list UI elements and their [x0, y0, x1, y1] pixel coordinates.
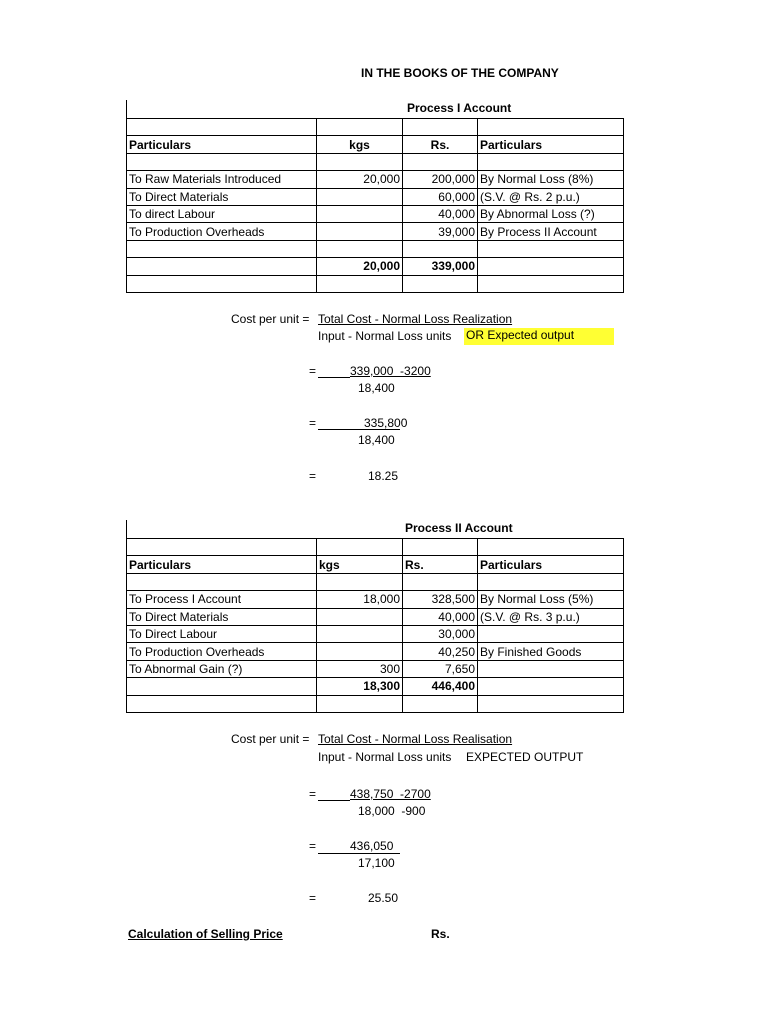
header-particulars: Particulars [127, 556, 317, 573]
rs-value: 39,000 [403, 223, 478, 240]
cost-per-unit-result: 18.25 [368, 469, 399, 483]
total-rs: 446,400 [403, 678, 478, 695]
table-row [127, 573, 624, 590]
debit-item: To Process I Account [127, 591, 317, 608]
process2-title: Process II Account [405, 521, 513, 535]
table-row [127, 205, 624, 222]
step2-denominator: 17,100 [358, 856, 395, 870]
table-row [127, 608, 624, 625]
credit-item: (S.V. @ Rs. 3 p.u.) [478, 608, 624, 625]
equals-sign: = [309, 839, 317, 853]
step1-denominator: 18,000 -900 [358, 804, 426, 818]
rs-value: 328,500 [403, 591, 478, 608]
table-row [127, 240, 624, 257]
formula-numerator: Total Cost - Normal Loss Realization [318, 312, 513, 326]
table-row [127, 539, 624, 556]
fraction-bar [318, 377, 350, 378]
rs-value: 40,000 [403, 608, 478, 625]
debit-item: To Direct Materials [127, 608, 317, 625]
credit-item [478, 660, 624, 677]
kgs-value [317, 188, 403, 205]
header-rs: Rs. [403, 556, 478, 573]
credit-item: By Abnormal Loss (?) [478, 205, 624, 222]
rs-value: 7,650 [403, 660, 478, 677]
header-particulars: Particulars [127, 136, 317, 153]
debit-item: To Abnormal Gain (?) [127, 660, 317, 677]
total-rs: 339,000 [403, 258, 478, 275]
step1-denominator: 18,400 [358, 381, 395, 395]
kgs-value [317, 608, 403, 625]
credit-item: By Process II Account [478, 223, 624, 240]
equals-sign: = [309, 787, 317, 801]
equals-sign: = [309, 891, 317, 905]
rs-value: 60,000 [403, 188, 478, 205]
table-row [127, 660, 624, 677]
total-credit [478, 678, 624, 695]
selling-price-heading: Calculation of Selling Price [128, 927, 283, 941]
step2-numerator: 436,050 [350, 839, 394, 853]
cost-per-unit-label: Cost per unit = [231, 732, 310, 746]
kgs-value: 300 [317, 660, 403, 677]
credit-item [478, 625, 624, 642]
kgs-value: 18,000 [317, 591, 403, 608]
kgs-value [317, 223, 403, 240]
header-particulars-credit: Particulars [478, 136, 624, 153]
table-row [127, 153, 624, 170]
fraction-bar [318, 800, 350, 801]
expected-output-highlight: OR Expected output [464, 328, 614, 345]
process2-table [126, 538, 624, 713]
credit-item: By Normal Loss (8%) [478, 171, 624, 188]
table-row [127, 591, 624, 608]
cost-per-unit-label: Cost per unit = [231, 312, 310, 326]
process1-title: Process I Account [407, 101, 512, 115]
debit-item: To direct Labour [127, 205, 317, 222]
equals-sign: = [309, 416, 317, 430]
header-kgs: kgs [317, 136, 403, 153]
equals-sign: = [309, 469, 317, 483]
table-row [127, 695, 624, 712]
formula-denominator: Input - Normal Loss units [318, 750, 452, 764]
fraction-bar [318, 853, 400, 854]
table-header-row [127, 556, 624, 573]
credit-item: By Finished Goods [478, 643, 624, 660]
total-label [127, 678, 317, 695]
total-credit [478, 258, 624, 275]
formula-numerator: Total Cost - Normal Loss Realisation [318, 732, 513, 746]
kgs-value: 20,000 [317, 171, 403, 188]
table-row [127, 643, 624, 660]
kgs-value [317, 205, 403, 222]
debit-item: To Raw Materials Introduced [127, 171, 317, 188]
step2-numerator: 335,800 [364, 416, 408, 430]
total-row [127, 678, 624, 695]
process1-table [126, 118, 624, 293]
step2-denominator: 18,400 [358, 433, 395, 447]
header-kgs: kgs [317, 556, 403, 573]
expected-output-label: EXPECTED OUTPUT [466, 750, 584, 764]
table-row [127, 119, 624, 136]
rs-value: 200,000 [403, 171, 478, 188]
table-left-rule [126, 520, 127, 538]
rs-value: 40,250 [403, 643, 478, 660]
rs-value: 40,000 [403, 205, 478, 222]
table-left-rule [126, 100, 127, 118]
equals-sign: = [309, 364, 317, 378]
total-kgs: 20,000 [317, 258, 403, 275]
table-row [127, 171, 624, 188]
kgs-value [317, 643, 403, 660]
table-row [127, 275, 624, 292]
debit-item: To Production Overheads [127, 223, 317, 240]
table-row [127, 625, 624, 642]
table-row [127, 223, 624, 240]
credit-item: (S.V. @ Rs. 2 p.u.) [478, 188, 624, 205]
debit-item: To Direct Labour [127, 625, 317, 642]
rs-value: 30,000 [403, 625, 478, 642]
total-kgs: 18,300 [317, 678, 403, 695]
total-label [127, 258, 317, 275]
cost-per-unit-result: 25.50 [368, 891, 399, 905]
debit-item: To Direct Materials [127, 188, 317, 205]
total-row [127, 258, 624, 275]
header-particulars-credit: Particulars [478, 556, 624, 573]
table-row [127, 188, 624, 205]
credit-item: By Normal Loss (5%) [478, 591, 624, 608]
step1-numerator: 438,750 -2700 [350, 787, 431, 801]
table-header-row [127, 136, 624, 153]
debit-item: To Production Overheads [127, 643, 317, 660]
formula-denominator: Input - Normal Loss units [318, 329, 452, 343]
selling-price-rs-header: Rs. [431, 927, 450, 941]
kgs-value [317, 625, 403, 642]
document-heading: IN THE BOOKS OF THE COMPANY [361, 66, 559, 80]
step1-numerator: 339,000 -3200 [350, 364, 431, 378]
header-rs: Rs. [403, 136, 478, 153]
